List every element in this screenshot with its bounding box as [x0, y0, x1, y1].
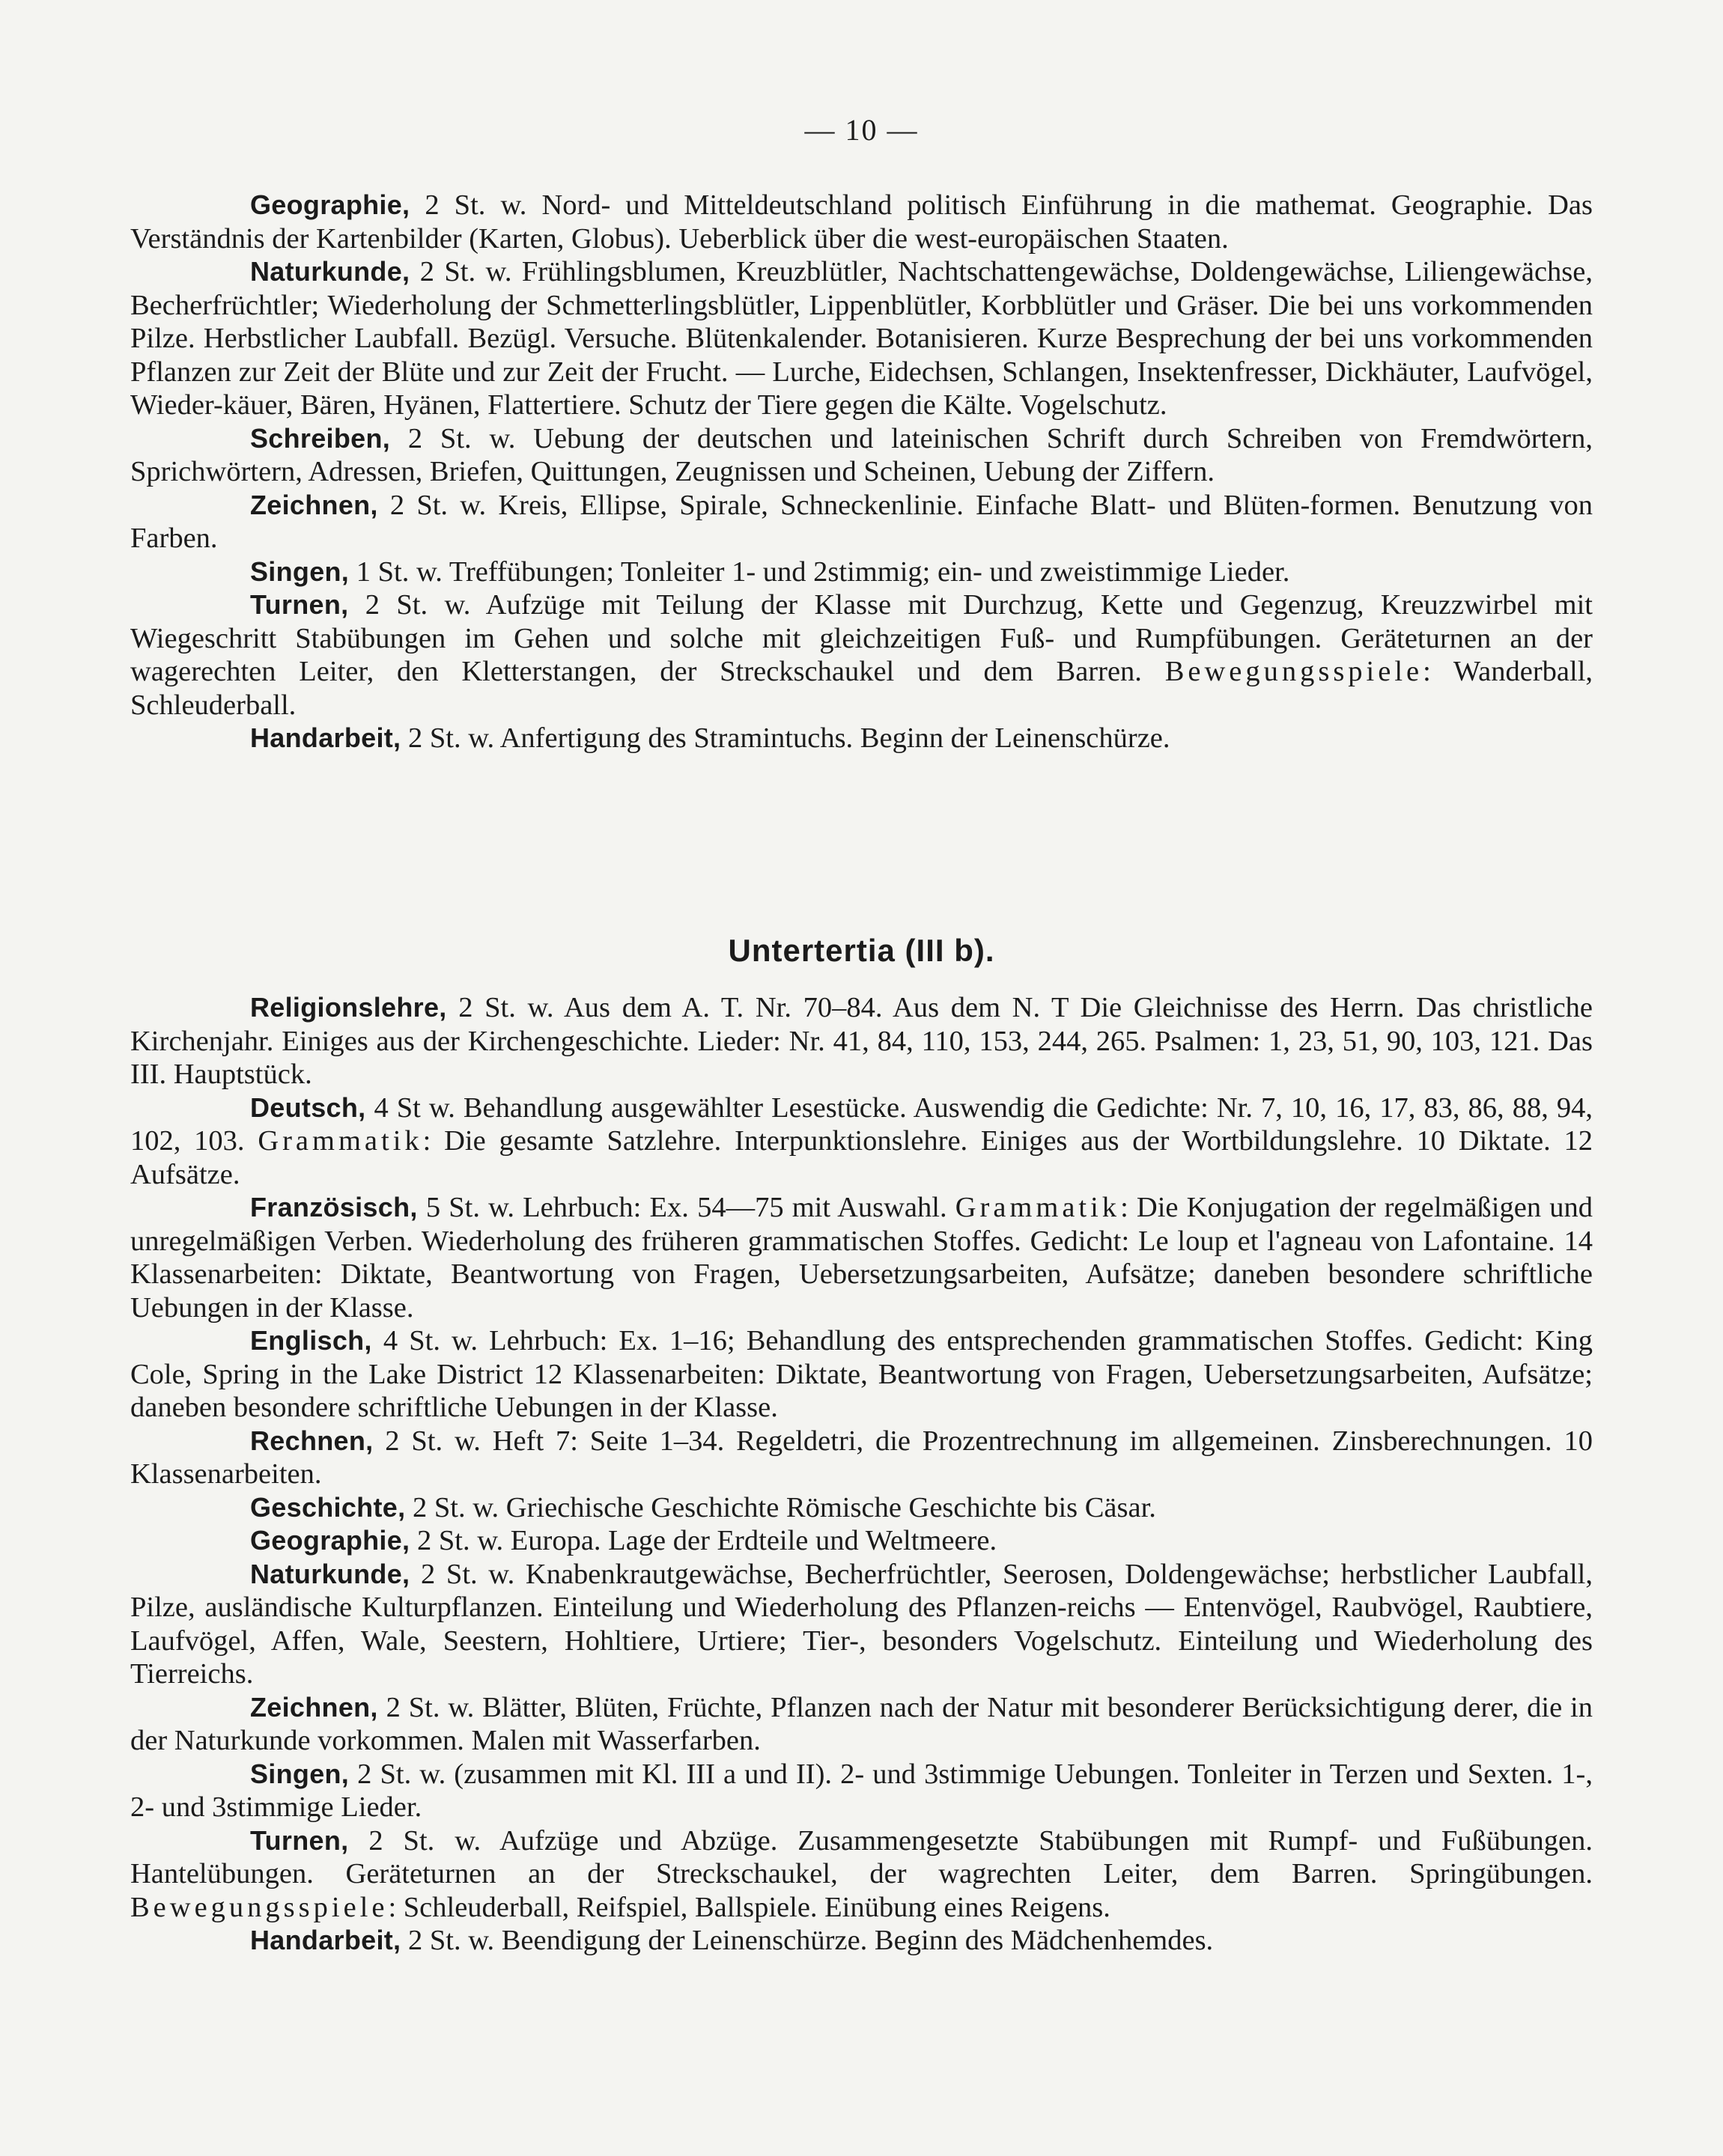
entry-text: 5 St. w. Lehrbuch: Ex. 54—75 mit Auswahl. — [417, 1192, 955, 1223]
subject-label: Singen, — [250, 555, 350, 587]
entry-geographie — [130, 189, 1593, 255]
entry-text-continued: : Schleuderball, Reifspiel, Ballspiele. Einübung eines Reigens. — [388, 1891, 1110, 1923]
entry-text: 2 St. w. Europa. Lage der Erdteile und Weltmeere. — [410, 1525, 997, 1556]
subject-label: Geschichte, — [250, 1491, 406, 1523]
entry-singen — [130, 555, 1593, 589]
subject-label: Schreiben, — [250, 422, 391, 454]
entry-text: 2 St. w. Beendigung der Leinenschürze. Beginn des Mädchenhemdes. — [401, 1925, 1214, 1956]
entry-englisch — [130, 1324, 1593, 1425]
page-number: — 10 — — [804, 113, 919, 147]
entry-zeichnen — [130, 1691, 1593, 1758]
subject-label: Handarbeit, — [250, 1925, 401, 1955]
entry-text: 4 St. w. Lehrbuch: Ex. 1–16; Behandlung des entsprechenden grammatischen Stoffes. Gedicht: King Cole, Spring in the Lake District 12 Klassenarbeiten: Diktate, Beantwortung von Fragen, Uebersetzungsarbeiten, Aufsätze; daneben besondere schriftliche Uebungen in der Klasse. — [130, 1325, 1593, 1423]
curriculum-block-quarta — [130, 189, 1593, 755]
entry-religionslehre — [130, 991, 1593, 1091]
subject-label: Geographie, — [250, 1525, 410, 1556]
entry-naturkunde — [130, 255, 1593, 422]
entry-text-continued: : Die Konjugation der regelmäßigen und unregelmäßigen Verben. Wiederholung des früheren grammatischen Stoffes. Gedicht: Le loup et l'agneau von Lafontaine. 14 Klassenarbeiten: Diktate, Beantwortung von Fragen, Uebersetzungsarbeiten, Aufsätze; daneben besondere schriftliche Uebungen in der Klasse. — [130, 1192, 1593, 1324]
entry-text: 2 St. w. Aufzüge mit Teilung der Klasse mit Durchzug, Kette und Gegenzug, Kreuzzwirbel mit Wiegeschritt Stabübungen im Gehen und solche mit gleichzeitigen Fuß- und Rumpfübungen. Geräteturnen an der wagerechten Leiter, den Kletterstangen, der Streckschaukel und dem Barren. — [130, 589, 1593, 687]
subject-label: Handarbeit, — [250, 722, 401, 753]
spaced-term: Bewegungsspiele — [1164, 656, 1423, 687]
entry-handarbeit — [130, 722, 1593, 755]
subject-label: Geographie, — [250, 189, 410, 220]
entry-schreiben — [130, 422, 1593, 489]
entry-geographie — [130, 1524, 1593, 1558]
entry-turnen — [130, 588, 1593, 722]
subject-label: Turnen, — [250, 1824, 349, 1856]
subject-label: Deutsch, — [250, 1091, 366, 1123]
entry-text: 2 St. w. Aus dem A. T. Nr. 70–84. Aus dem N. T Die Gleichnisse des Herrn. Das christliche Kirchenjahr. Einiges aus der Kirchengeschichte. Lieder: Nr. 41, 84, 110, 153, 244, 265. Psalmen: 1, 23, 51, 90, 103, 121. Das III. Hauptstück. — [130, 992, 1593, 1090]
entry-turnen — [130, 1824, 1593, 1925]
subject-label: Englisch, — [250, 1325, 372, 1356]
entry-handarbeit — [130, 1924, 1593, 1958]
entry-text: 2 St. w. Aufzüge und Abzüge. Zusammengesetzte Stabübungen mit Rumpf- und Fußübungen. Hantelübungen. Geräteturnen an der Streckschaukel, der wagrechten Leiter, dem Barren. Springübungen. — [130, 1824, 1593, 1889]
section-heading: Untertertia (III b). — [728, 933, 995, 968]
entry-rechnen — [130, 1425, 1593, 1491]
entry-text: 4 St w. Behandlung ausgewählter Lesestücke. Auswendig die Gedichte: Nr. 7, 10, 16, 17, 83, 86, 88, 94, 102, 103. — [130, 1091, 1593, 1157]
entry-text: 2 St. w. Anfertigung des Stramintuchs. Beginn der Leinenschürze. — [401, 722, 1170, 754]
entry-deutsch — [130, 1091, 1593, 1192]
entry-text: 2 St. w. Nord- und Mitteldeutschland politisch Einführung in die mathemat. Geographie. Das Verständnis der Kartenbilder (Karten, Globus). Ueberblick über die west-europäischen Staaten. — [130, 189, 1593, 255]
spaced-term: Grammatik — [258, 1125, 423, 1157]
subject-label: Naturkunde, — [250, 1558, 410, 1589]
entry-text: 2 St. w. Frühlingsblumen, Kreuzblütler, Nachtschattengewächse, Doldengewächse, Liliengewächse, Becherfrüchtler; Wiederholung der Schmetterlingsblütler, Lippenblütler, Korbblütler und Gräser. Die bei uns vorkommenden Pilze. Herbstlicher Laubfall. Bezügl. Versuche. Blütenkalender. Botanisieren. Kurze Besprechung der bei uns vorkommenden Pflanzen zur Zeit der Blüte und zur Zeit der Frucht. — Lurche, Eidechsen, Schlangen, Insektenfresser, Dickhäuter, Laufvögel, Wieder-käuer, Bären, Hyänen, Flattertiere. Schutz der Tiere gegen die Kälte. Vogelschutz. — [130, 256, 1593, 421]
entry-franzoesisch — [130, 1191, 1593, 1324]
entry-text-continued: : Die gesamte Satzlehre. Interpunktionslehre. Einiges aus der Wortbildungslehre. 10 Diktate. 12 Aufsätze. — [130, 1125, 1593, 1190]
entry-text: 1 St. w. Treffübungen; Tonleiter 1- und 2stimmig; ein- und zweistimmige Lieder. — [349, 555, 1290, 588]
entry-text: 2 St. w. Blätter, Blüten, Früchte, Pflanzen nach der Natur mit besonderer Berücksichtigung derer, die in der Naturkunde vorkommen. Malen mit Wasserfarben. — [130, 1691, 1593, 1756]
entry-text: 2 St. w. Knabenkrautgewächse, Becherfrüchtler, Seerosen, Doldengewächse; herbstlicher Laubfall, Pilze, ausländische Kulturpflanzen. Einteilung und Wiederholung des Pflanzen-reichs — Entenvögel, Raubvögel, Raubtiere, Laufvögel, Affen, Wale, Seestern, Hohltiere, Urtiere; Tier-, besonders Vogelschutz. Einteilung und Wiederholung des Tierreichs. — [130, 1558, 1593, 1690]
entry-text-continued: : Wanderball, Schleuderball. — [130, 656, 1593, 721]
subject-label: Naturkunde, — [250, 256, 410, 287]
subject-label: Turnen, — [250, 589, 349, 620]
subject-label: Religionslehre, — [250, 992, 447, 1023]
spaced-term: Grammatik — [955, 1192, 1121, 1223]
entry-geschichte — [130, 1491, 1593, 1525]
spaced-term: Bewegungsspiele — [130, 1891, 389, 1923]
entry-singen — [130, 1758, 1593, 1824]
subject-label: Zeichnen, — [250, 489, 378, 520]
entry-text: 2 St. w. (zusammen mit Kl. III a und II). 2- und 3stimmige Uebungen. Tonleiter in Terzen und Sexten. 1-, 2- und 3stimmige Lieder. — [130, 1758, 1593, 1823]
entry-naturkunde — [130, 1558, 1593, 1691]
entry-text: 2 St. w. Kreis, Ellipse, Spirale, Schneckenlinie. Einfache Blatt- und Blüten-formen. Benutzung von Farben. — [130, 489, 1593, 554]
curriculum-block-untertertia — [130, 991, 1593, 1958]
subject-label: Zeichnen, — [250, 1691, 378, 1723]
subject-label: Französisch, — [250, 1192, 418, 1222]
subject-label: Singen, — [250, 1758, 350, 1789]
entry-zeichnen — [130, 489, 1593, 555]
entry-text: 2 St. w. Griechische Geschichte Römische Geschichte bis Cäsar. — [405, 1491, 1156, 1523]
entry-text: 2 St. w. Uebung der deutschen und lateinischen Schrift durch Schreiben von Fremdwörtern, Sprichwörtern, Adressen, Briefen, Quittungen, Zeugnissen und Scheinen, Uebung der Ziffern. — [130, 422, 1593, 487]
subject-label: Rechnen, — [250, 1425, 374, 1456]
entry-text: 2 St. w. Heft 7: Seite 1–34. Regeldetri, die Prozentrechnung im allgemeinen. Zinsberechnungen. 10 Klassenarbeiten. — [130, 1425, 1593, 1490]
